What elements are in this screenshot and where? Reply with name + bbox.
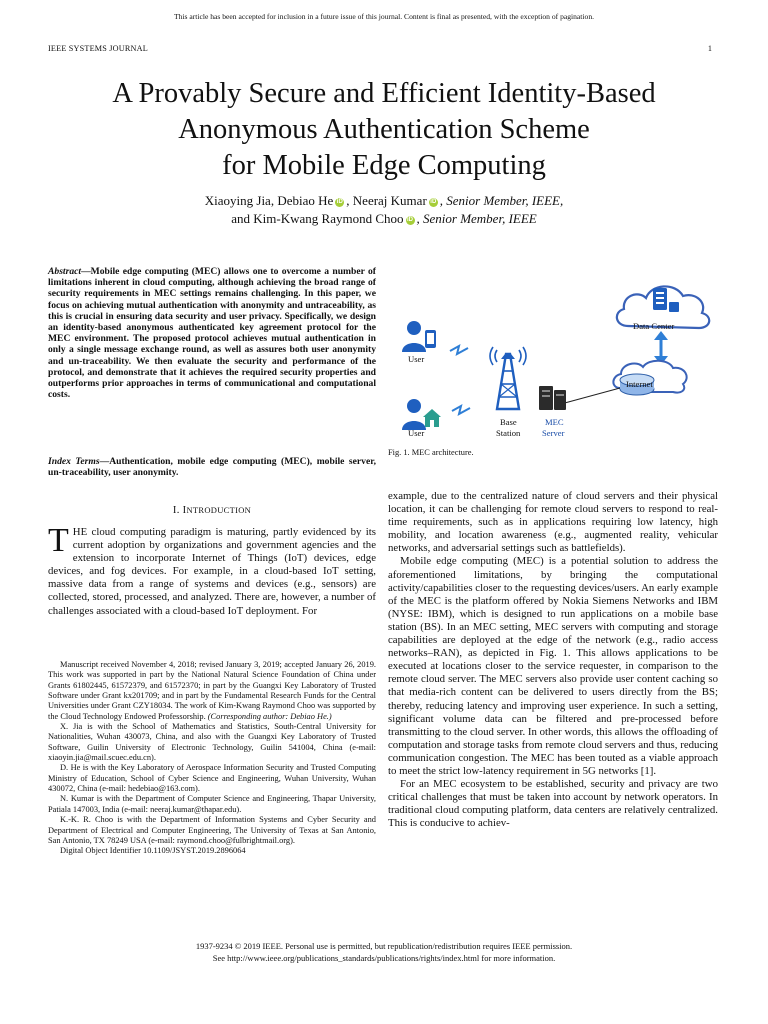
section-number: I. bbox=[172, 505, 183, 516]
user-phone-icon bbox=[402, 321, 436, 352]
footnote-doi: Digital Object Identifier 10.1109/JSYST.2019.2896064 bbox=[60, 846, 246, 856]
abstract bbox=[48, 266, 376, 400]
mec-server-icon bbox=[539, 386, 566, 410]
paper-title bbox=[0, 76, 768, 184]
author-names-b: , Neeraj Kumar bbox=[346, 193, 427, 208]
abstract-text: —Mobile edge computing (MEC) allows one to overcome a number of limitations inherent in cloud computing, although achieving the broad range of security requirements in MEC settings remains challenging. In this paper, we focus on achieving mutual authentication with anonymity and untraceability, as this is crucial in ensuring data security and user privacy. Specifically, we design an identity-based anonymous authenticated key agreement protocol for the MEC environment. The proposed protocol achieves mutual authentication in only a single message exchange round, as well as assures both user anonymity and un-traceability. We then evaluate the security and performance of the protocol, and demonstrate that it achieves the required security properties and outperforms prior approaches in terms of communicational and computational costs. bbox=[48, 266, 376, 401]
author-membership: , Senior Member, IEEE bbox=[416, 211, 537, 226]
orcid-icon[interactable]: iD bbox=[336, 199, 343, 205]
orcid-icon[interactable]: iD bbox=[430, 199, 437, 205]
title-line: for Mobile Edge Computing bbox=[222, 150, 546, 181]
wireless-signal-icon bbox=[452, 406, 470, 414]
footnotes bbox=[48, 660, 376, 857]
journal-name: IEEE SYSTEMS JOURNAL bbox=[48, 44, 148, 53]
link-line bbox=[561, 388, 620, 404]
label-user-top: User bbox=[408, 354, 425, 364]
footnote-choo: K.-K. R. Choo is with the Department of Information Systems and Cyber Security and Department of Electrical and Computer Engineering, The University of Texas at San Antonio, San Antonio, TX 78249 USA (e-mail: raymond.choo@fulbrightmail.org). bbox=[48, 815, 376, 845]
author-line-1 bbox=[0, 192, 768, 210]
section-first-letter: I bbox=[182, 505, 187, 516]
label-mec: MEC bbox=[545, 417, 564, 427]
label-internet: Internet bbox=[626, 379, 653, 389]
author-membership: , Senior Member, IEEE, bbox=[439, 193, 564, 208]
label-base: Base bbox=[500, 417, 517, 427]
base-station-tower-icon bbox=[490, 347, 526, 409]
footnote-kumar: N. Kumar is with the Department of Computer Science and Engineering, Thapar University, Patiala 147003, India (e-mail: neeraj.kumar@thapar.edu). bbox=[48, 794, 376, 814]
corresponding-author: (Corresponding author: Debiao He.) bbox=[207, 711, 332, 721]
label-station: Station bbox=[496, 428, 521, 438]
footnote-jia: X. Jia is with the School of Mathematics and Statistics, South-Central University for Nationalities, Wuhan 430073, China, and also with the Guangxi Key Laboratory of Trusted Software, Guilin University of Electronic Technology, Guilin 541004, China (e-mail: xiaoyin.jia@mail.scuec.edu.cn). bbox=[48, 722, 376, 763]
footnote-he: D. He is with the Key Laboratory of Aerospace Information Security and Trusted Computing Ministry of Education, School of Cyber Science and Engineering, Wuhan University, Wuhan 430072, China (e-mail: hedebiao@163.com). bbox=[48, 763, 376, 794]
wireless-signal-icon bbox=[450, 346, 468, 354]
title-line: Anonymous Authentication Scheme bbox=[178, 114, 590, 145]
author-names-a: Xiaoying Jia, Debiao He bbox=[204, 193, 334, 208]
label-user-bottom: User bbox=[408, 428, 425, 438]
internet-router-icon bbox=[613, 361, 686, 395]
copyright-notice bbox=[0, 940, 768, 964]
intro-text: cloud computing paradigm is maturing, partly evidenced by its current adoption by organizations and government agencies and the extension to incorporate Internet of Things (IoT) devices, edge devices, and fog devices. For example, in a cloud-based IoT setting, massive data from a range of systems and devices (e.g., sensors) are collected, stored, processed, and analyzed. There are, however, a number of challenges associated with a cloud-based IoT deployment. For bbox=[48, 526, 376, 617]
author-list bbox=[0, 192, 768, 228]
right-column-text bbox=[388, 490, 718, 830]
index-terms bbox=[48, 456, 376, 478]
user-home-icon bbox=[402, 399, 441, 430]
drop-cap: T bbox=[48, 522, 69, 559]
introduction-paragraph bbox=[48, 522, 376, 618]
section-heading bbox=[48, 505, 376, 516]
abstract-label: Abstract bbox=[48, 266, 82, 277]
index-terms-label: Index Terms bbox=[48, 456, 100, 467]
paragraph: example, due to the centralized nature of cloud servers and their physical location, it can be challenging for remote cloud servers to respond to real-time requirements, such as in applications requiring low latency, high mobility, and location awareness (e.g., augmented reality, vehicular networks, and adversarial settings such as battlefields). bbox=[388, 490, 718, 555]
author-line-2 bbox=[0, 210, 768, 228]
figure-caption: Fig. 1. MEC architecture. bbox=[388, 448, 474, 457]
label-data-center: Data Center bbox=[633, 321, 675, 331]
copyright-line-2[interactable]: See http://www.ieee.org/publications_standards/publications/rights/index.html for more information. bbox=[212, 953, 556, 963]
orcid-icon[interactable]: iD bbox=[407, 217, 413, 223]
label-server: Server bbox=[542, 428, 565, 438]
footnote-manuscript-text: Manuscript received November 4, 2018; revised January 3, 2019; accepted January 26, 2019. This work was supported in part by the National Natural Science Foundation of China under Grants 61802445, 61572379, and 61572370; in part by the Guangxi Key Laboratory of Trusted Software under Grant kx201709; and in part by the Fundamental Research Funds for the Central Universities under Grant CZY18034. The work of Kim-Kwang Raymond Choo was supported by the Cloud Technology Endowed Professorship. bbox=[48, 660, 376, 721]
acceptance-note: This article has been accepted for inclusion in a future issue of this journal. Content is final as presented, with the exception of pagination. bbox=[173, 12, 595, 21]
intro-smallcaps: HE bbox=[72, 526, 88, 538]
page-number: 1 bbox=[707, 44, 712, 53]
section-title-rest: NTRODUCTION bbox=[186, 505, 252, 515]
paragraph: For an MEC ecosystem to be established, security and privacy are two critical challenges that must be taken into account by network operators. In traditional cloud computing platform, data centers are relatively centralized. This is conducive to achiev- bbox=[388, 778, 718, 830]
title-line: A Provably Secure and Efficient Identity-Based bbox=[112, 78, 656, 109]
paragraph: Mobile edge computing (MEC) is a potential solution to address the aforementioned limitations, by bringing the computational activity/capabilities closer to the requesting devices/users. An early example of the MEC is the platform offered by Nokia Siemens Networks and IBM (NYSE: IBM), which is designed to run applications on a mobile base station (BS). In an MEC setting, MEC servers with computing and storage capabilities are deployed at the edge of the network (e.g., radio access networks–RAN), as depicted in Fig. 1. This allows applications to be executed at locations closer to the service requester, in comparison to the remote cloud server. The MEC servers also provide user content caching so that media-rich content can be delivered to users directly from the BS; thereby, reducing latency and improving user experience. In such a setting, significant volume data can be filtered and pre-processed before transmitting to the cloud server. In other words, this allows the offloading of computation and storage tasks from remote cloud servers and thus, reducing communication congestion. The MEC has been touted as a viable approach to meet the strict low-latency requirement in 5G networks [1]. bbox=[388, 555, 718, 777]
mec-architecture-figure bbox=[393, 264, 723, 444]
index-terms-text: —Authentication, mobile edge computing (MEC), mobile server, un-traceability, user anonymity. bbox=[48, 456, 376, 479]
footnote-manuscript bbox=[48, 660, 376, 722]
author-names-c: and Kim-Kwang Raymond Choo bbox=[231, 211, 404, 226]
copyright-line-1: 1937-9234 © 2019 IEEE. Personal use is permitted, but republication/redistribution requires IEEE permission. bbox=[195, 941, 573, 951]
